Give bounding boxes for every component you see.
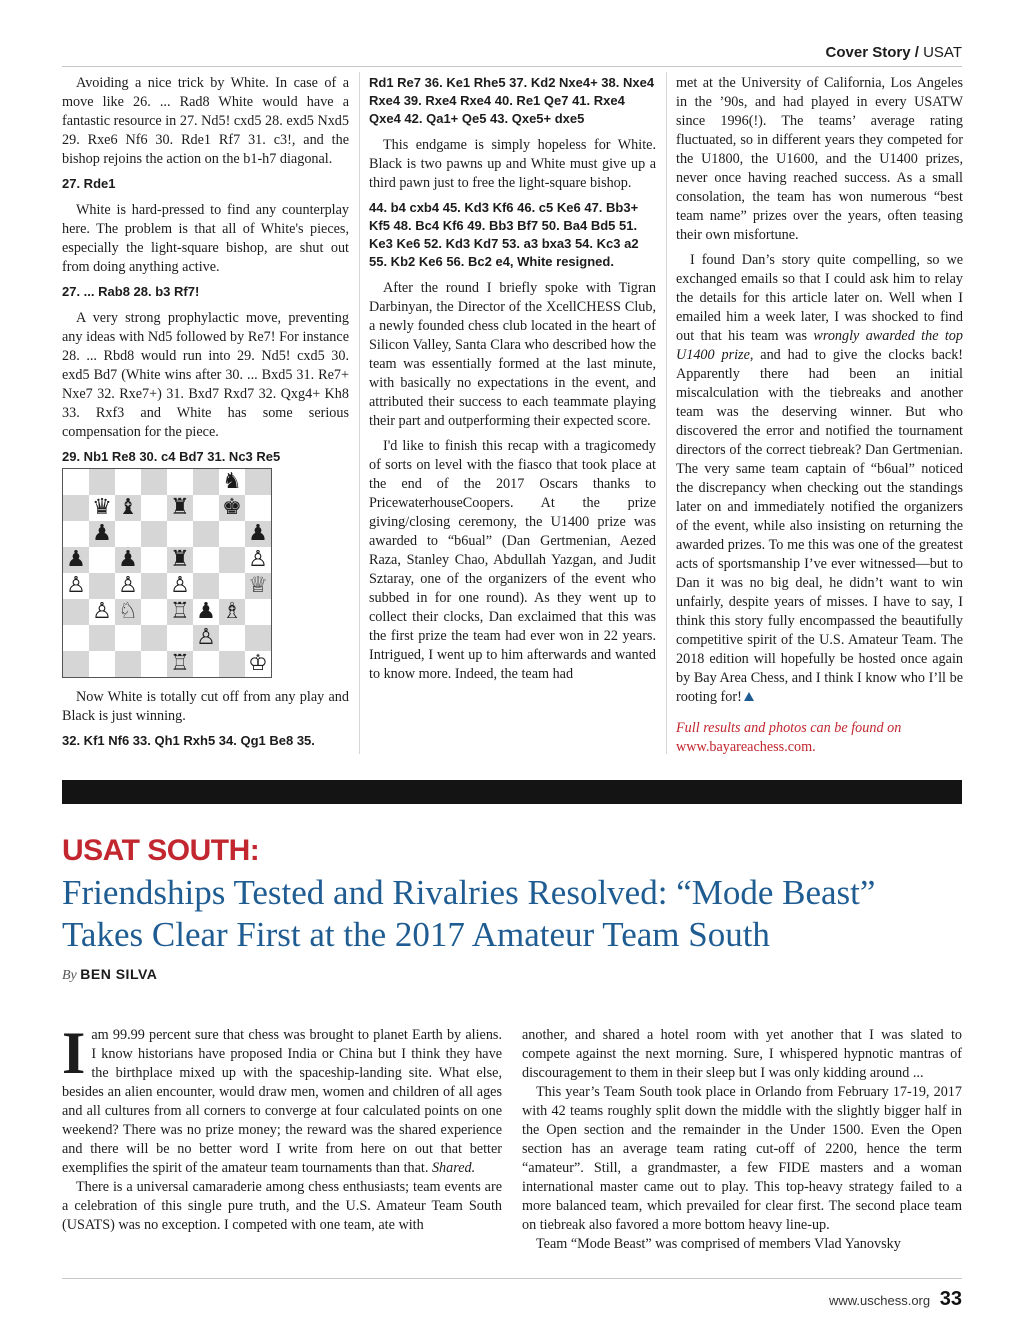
paragraph: There is a universal camaraderie among chess enthusiasts; team events are a celebration of this single pure truth, and the U.S. Amateur Team South (USATS) was no exception. I competed with one team, ate with <box>62 1179 502 1233</box>
column-3 <box>676 74 963 763</box>
header-rule <box>62 66 962 67</box>
column-divider <box>359 72 360 754</box>
chess-moves: 27. Rde1 <box>62 176 116 191</box>
footer-rule <box>62 1278 962 1279</box>
article-column-2 <box>522 1026 962 1254</box>
chess-piece-square: ♕ <box>245 573 271 599</box>
chess-piece-square: ♛ <box>89 495 115 521</box>
chess-piece-square: ♖ <box>167 651 193 677</box>
text-run: I found Dan’s story quite compelling, so we exchanged emails so that I could ask him to relay the details for this article later on. Well when I emailed him a week later, I was shocked to find out that his team was <box>676 252 963 344</box>
board-square <box>141 599 167 625</box>
board-square <box>89 469 115 495</box>
board-square <box>89 651 115 677</box>
column-2 <box>369 74 656 690</box>
article-column-1 <box>62 1020 502 1235</box>
board-square <box>193 547 219 573</box>
footer <box>829 1288 962 1311</box>
chess-piece-square: ♟ <box>193 599 219 625</box>
paragraph: This endgame is simply hopeless for White. Black is two pawns up and White must give up a third pawn just to free the light-square bishop. <box>369 137 656 191</box>
chess-piece-square: ♙ <box>245 547 271 573</box>
chess-piece-square: ♘ <box>115 599 141 625</box>
byline <box>62 966 157 984</box>
paragraph <box>676 251 963 707</box>
board-square <box>141 651 167 677</box>
board-square <box>245 495 271 521</box>
board-square <box>115 651 141 677</box>
results-text: Full results and photos can be found on <box>676 720 902 736</box>
paragraph: This year’s Team South took place in Orlando from February 17-19, 2017 with 42 teams roughly split down the middle with the slightly bigger half in the Open section and the remainder in the Under 1500. Even the Open section has an average team rating cut-off of 2200, hence the term “amateur”. Still, a grandmaster, a few FIDE masters and a woman international master came out to play. This top-heavy strategy failed to a more balanced team, which prevailed for clear first. The second place team on tiebreak also favored a more bottom heavy line-up. <box>522 1084 962 1233</box>
footer-site[interactable]: www.uschess.org <box>828 1293 931 1308</box>
board-square <box>115 625 141 651</box>
text-run: , and had to give the clocks back! Apparently there had been an initial miscalculation with the tiebreaks and another team was the deserving winner. But who discovered the error and notified the tournament directors of the correct tiebreak? Dan Gertmenian. The very same team captain of “b6ual” noticed the discrepancy when checking out the standings later on and immediately notified the organizers of the event, while also insisting on returning the awarded prizes. To me this was one of the greatest acts of sportsmanship I’ve ever witnessed—but to Dan it was no big deal, he didn’t want to win unfairly, despite years of misses. I have to say, I think this story fully encompassed the beautifully competitive spirit of the U.S. Amateur Team. The 2018 edition will hopefully be hosted once again by Bay Area Chess, and I think I know who I’ll be rooting for! <box>676 347 964 705</box>
chess-piece-square: ♟ <box>63 547 89 573</box>
board-square <box>63 599 89 625</box>
board-square <box>193 573 219 599</box>
end-mark-icon <box>744 692 754 701</box>
board-square <box>63 625 89 651</box>
board-square <box>141 547 167 573</box>
paragraph: met at the University of California, Los Angeles in the ’90s, and had played in every USATW since 1996(!). The teams’ average rating fluctuated, so in different years they competed for the U1800, the U1600, and the U1400 prizes, never once having reached success. As a small consolation, the team has won numerous “best team name” prizes over the years, often teasing their own misfortune. <box>676 75 963 243</box>
paragraph: A very strong prophylactic move, preventing any ideas with Nd5 followed by Re7! For instance 28. ... Rbd8 would run into 29. Nd5! cxd5 30. exd5 Bd7 (White wins after 30. ... Bxd5 31. Re7+ Nxe7 32. Rxe7+) 31. Bxd7 Rxd7 32. Qxg4+ Kh8 33. Rxf3 and White has some serious compensation for the piece. <box>62 310 349 440</box>
paragraph: another, and shared a hotel room with yet another that I was slated to compete against the next morning. Sure, I whispered hypnotic mantras of discouragement to them in their sleep but I was only kidding around ... <box>522 1027 962 1081</box>
board-square <box>141 573 167 599</box>
chess-moves: 27. ... Rab8 28. b3 Rf7! <box>62 284 200 299</box>
board-square <box>193 651 219 677</box>
emphasis: wrongly awarded the top U1400 prize <box>676 328 963 363</box>
board-square <box>245 599 271 625</box>
article-headline: Friendships Tested and Rivalries Resolved: “Mode Beast” Takes Clear First at the 2017 Amateur Team South <box>62 873 876 954</box>
chess-piece-square: ♟ <box>89 521 115 547</box>
board-square <box>193 495 219 521</box>
byline-by: By <box>62 968 77 983</box>
chess-diagram <box>62 468 272 678</box>
section-bar <box>62 780 962 804</box>
paragraph: White is hard-pressed to find any counterplay here. The problem is that all of White's pieces, especially the light-square bishop, are shut out from doing anything active. <box>62 202 349 275</box>
chess-piece-square: ♙ <box>89 599 115 625</box>
paragraph <box>62 1020 502 1178</box>
chess-piece-square: ♚ <box>219 495 245 521</box>
board-square <box>167 625 193 651</box>
chess-piece-square: ♜ <box>167 495 193 521</box>
board-square <box>89 573 115 599</box>
board-square <box>193 521 219 547</box>
board-square <box>63 651 89 677</box>
column-1-bottom <box>62 688 349 758</box>
board-square <box>245 469 271 495</box>
board-square <box>115 521 141 547</box>
paragraph: Now White is totally cut off from any play and Black is just winning. <box>62 689 349 724</box>
text-run: am 99.99 percent sure that chess was brought to planet Earth by aliens. I know historians have proposed India or China but I think they have the birthplace mixed up with the spaceship-landing site. What else, besides an alien encounter, would draw men, women and children of all ages and all cultures from all corners to converge at four calculated points on one weekend? There was no prize money; the reward was the shared experience and there will be no better word I write from here on out that better exemplifies the spirit of the amateur team tournaments than that. <box>62 1027 502 1176</box>
chess-piece-square: ♙ <box>63 573 89 599</box>
column-divider <box>666 72 667 754</box>
board-square <box>89 625 115 651</box>
chess-piece-square: ♙ <box>193 625 219 651</box>
chess-piece-square: ♟ <box>245 521 271 547</box>
chess-piece-square: ♙ <box>167 573 193 599</box>
board-square <box>193 469 219 495</box>
paragraph: Avoiding a nice trick by White. In case of a move like 26. ... Rad8 White would have a fantastic resource in 27. Nd5! cxd5 28. exd5 Nxd5 29. Rxe6 Nf6 30. Rde1 Rf7 31. c3!, and the bishop rejoins the action on the b1-h7 diagonal. <box>62 75 349 167</box>
board-square <box>63 469 89 495</box>
section-title: Cover Story <box>825 44 911 61</box>
board-square <box>167 521 193 547</box>
board-square <box>141 469 167 495</box>
chess-piece-square: ♔ <box>245 651 271 677</box>
board-square <box>219 521 245 547</box>
chess-piece-square: ♟ <box>115 547 141 573</box>
board-square <box>115 469 141 495</box>
board-square <box>219 625 245 651</box>
chess-moves: Rd1 Re7 36. Ke1 Rhe5 37. Kd2 Nxe4+ 38. Nxe4 Rxe4 39. Rxe4 Rxe4 40. Re1 Qe7 41. Rxe4 Qxe4 42. Qa1+ Qe5 43. Qxe5+ dxe5 <box>369 75 655 126</box>
chess-moves: 29. Nb1 Re8 30. c4 Bd7 31. Nc3 Re5 <box>62 449 281 464</box>
board-square <box>219 573 245 599</box>
chess-moves: 32. Kf1 Nf6 33. Qh1 Rxh5 34. Qg1 Be8 35. <box>62 733 315 748</box>
chess-moves: 44. b4 cxb4 45. Kd3 Kf6 46. c5 Ke6 47. Bb3+ Kf5 48. Bc4 Kf6 49. Bb3 Bf7 50. Ba4 Bd5 51. Ke3 Ke6 52. Kd3 Kd7 53. a3 bxa3 54. Kc3 a2 55. Kb2 Ke6 56. Bc2 e4, White resigned. <box>369 200 639 269</box>
emphasis: Shared. <box>431 1160 476 1176</box>
results-note <box>676 719 963 757</box>
byline-author: BEN SILVA <box>80 966 158 982</box>
board-square <box>63 521 89 547</box>
board-square <box>245 625 271 651</box>
chess-piece-square: ♝ <box>115 495 141 521</box>
paragraph: Team “Mode Beast” was comprised of members Vlad Yanovsky <box>536 1236 901 1252</box>
chess-piece-square: ♖ <box>167 599 193 625</box>
article-kicker: USAT SOUTH: <box>62 834 260 867</box>
results-link[interactable]: www.bayareachess.com. <box>676 739 816 755</box>
paragraph: I'd like to finish this recap with a tragicomedy of sorts on level with the fiasco that took place at the end of the 2017 Oscars thanks to PricewaterhouseCoopers. At the prize giving/closing ceremony, the U1400 prize was awarded to “b6ual” (Dan Gertmenian, Aezed Raza, Stanley Chao, Abdullah Yazgan, and Judit Sztaray, one of the organizers of the event who subbed in for one round). As they went up to collect their clocks, Dan exclaimed that this was the first prize the team had ever won in 22 years. Intrigued, I went up to him afterwards and wanted to know more. Indeed, the team had <box>369 438 656 682</box>
page-number: 33 <box>939 1288 962 1310</box>
board-square <box>63 495 89 521</box>
board-square <box>141 495 167 521</box>
chess-piece-square: ♜ <box>167 547 193 573</box>
section-sub: USAT <box>923 44 962 61</box>
board-square <box>219 547 245 573</box>
chess-piece-square: ♗ <box>219 599 245 625</box>
running-header <box>826 44 962 61</box>
board-square <box>141 625 167 651</box>
drop-cap: I <box>62 1020 86 1086</box>
board-square <box>219 651 245 677</box>
chess-piece-square: ♙ <box>115 573 141 599</box>
board-square <box>141 521 167 547</box>
board-square <box>89 547 115 573</box>
header-separator: / <box>914 44 919 61</box>
paragraph: After the round I briefly spoke with Tigran Darbinyan, the Director of the XcellCHESS Club, a newly founded chess club located in the heart of Silicon Valley, Santa Clara who described how the team was essentially formed at the last minute, with basically no expectations in the event, and attributed their success to each teammate playing their part and outperforming their expected score. <box>369 280 656 429</box>
column-1 <box>62 74 349 474</box>
board-square <box>167 469 193 495</box>
chess-piece-square: ♞ <box>219 469 245 495</box>
